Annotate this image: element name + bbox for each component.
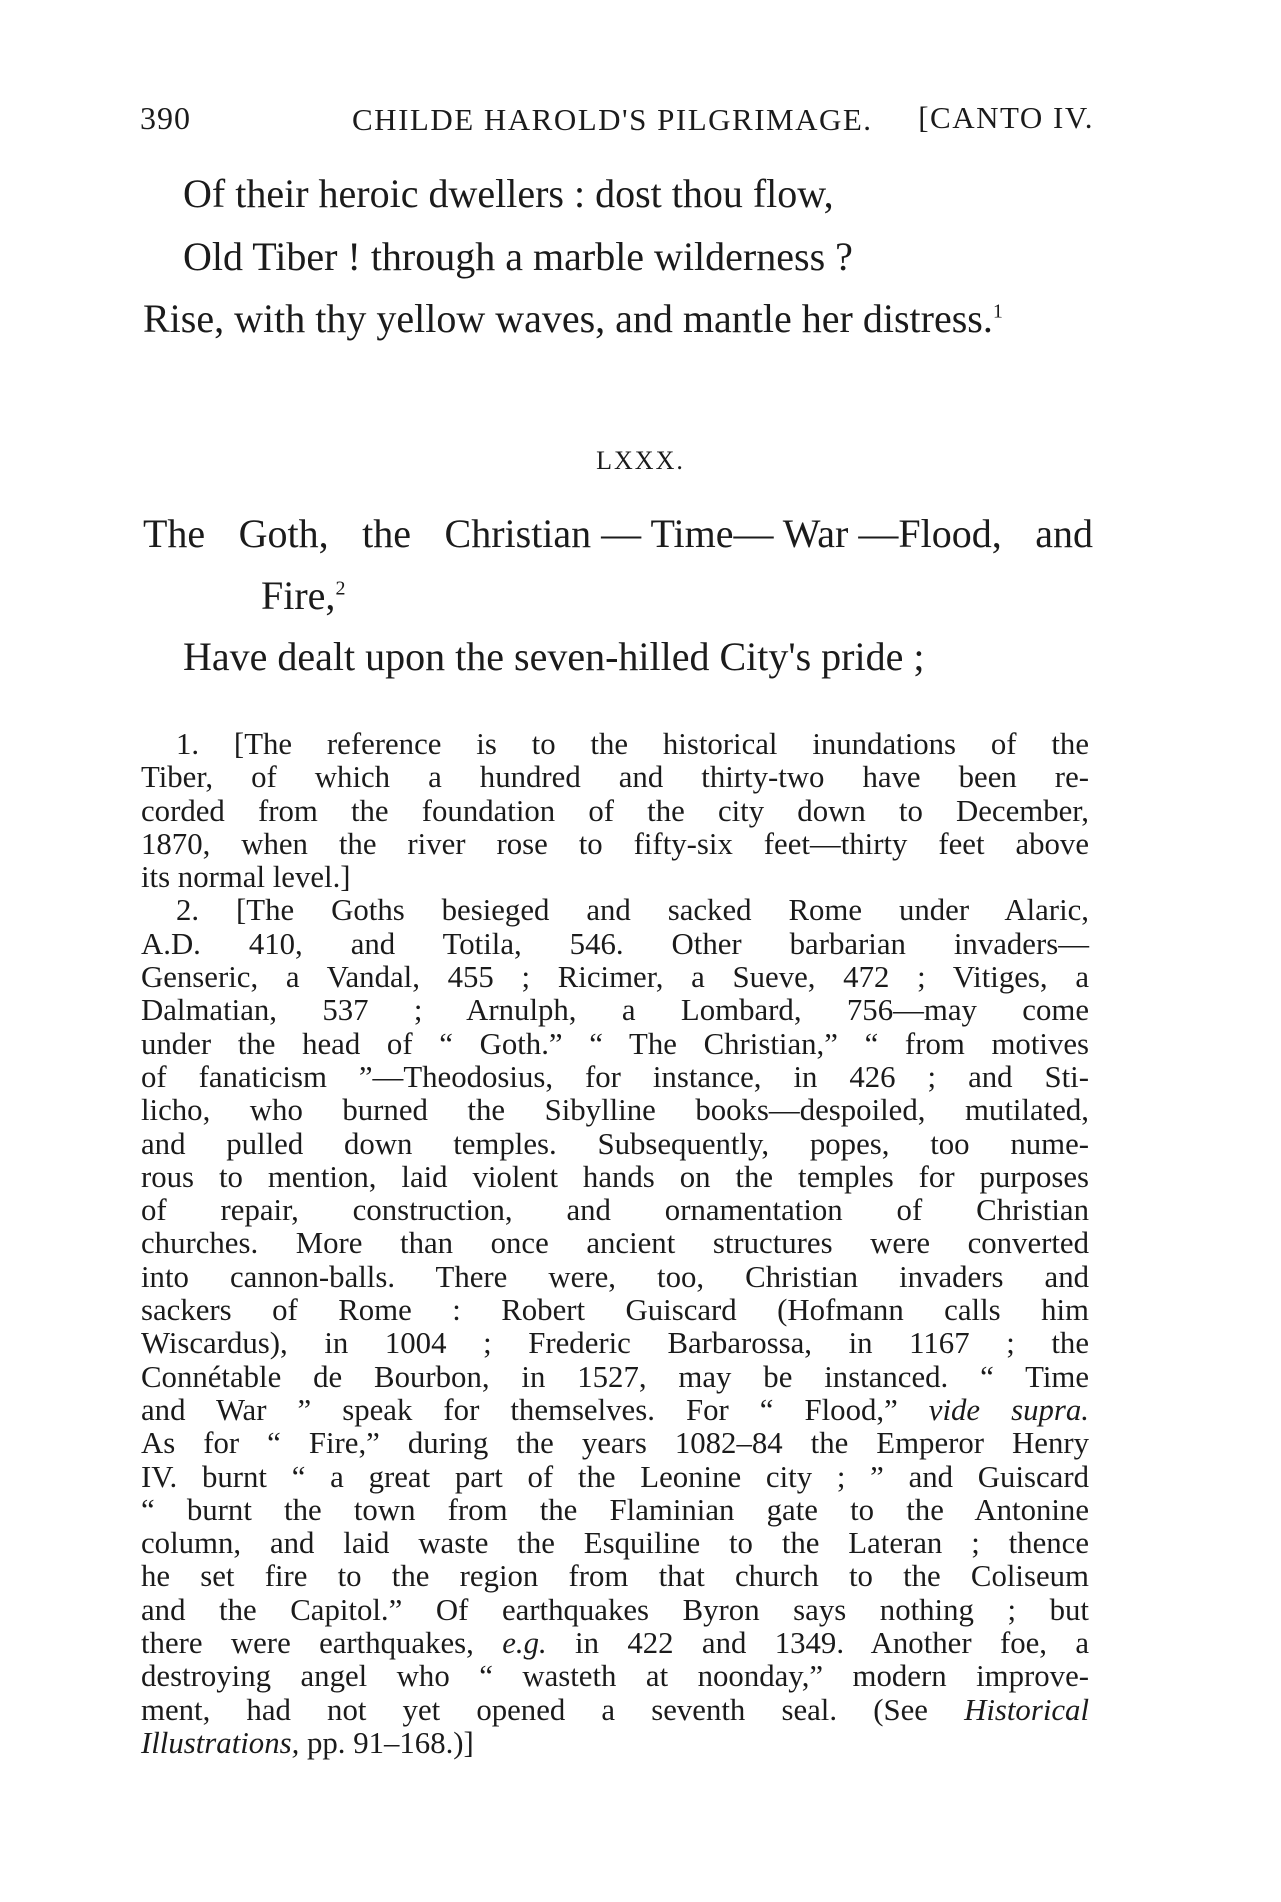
note2-illustrations: Illustrations, <box>141 1725 300 1760</box>
running-head <box>140 96 1100 136</box>
note2-line: and pulled down temples. Subsequently, popes, too nume- <box>141 1126 1089 1161</box>
word-2: Goth, <box>238 511 329 556</box>
note2-line: A.D. 410, and Totila, 546. Other barbarian invaders— <box>141 926 1089 961</box>
note2-line <box>141 1727 1089 1760</box>
stanza-line-1-cont-text: Fire, <box>261 573 336 618</box>
note2-line: Connétable de Bourbon, in 1527, may be instanced. “ Time <box>141 1359 1089 1394</box>
note2-line: under the head of “ Goth.” “ The Christian,” “ from motives <box>141 1026 1089 1061</box>
note2-eg-b: in 422 and 1349. Another foe, a <box>575 1626 1089 1661</box>
note1-line: 1870, when the river rose to fifty-six feet—thirty feet above <box>141 826 1089 861</box>
page-number: 390 <box>140 100 191 136</box>
footnotes <box>141 728 1089 1760</box>
note2-line: “ burnt the town from the Flaminian gate to the Antonine <box>141 1492 1089 1527</box>
verse-line-3-text: Rise, with thy yellow waves, and mantle her distress. <box>143 296 993 341</box>
note1-line: 1. [The reference is to the historical inundations of the <box>176 727 1089 761</box>
note2-line: As for “ Fire,” during the years 1082–84 the Emperor Henry <box>141 1426 1089 1461</box>
note2-line: 2. [The Goths besieged and sacked Rome under Alaric, <box>176 893 1089 928</box>
canto-label: [CANTO IV. <box>918 100 1094 135</box>
verse-line-2: Old Tiber ! through a marble wilderness ? <box>183 234 853 279</box>
note2-pages: pp. 91–168.)] <box>307 1725 474 1760</box>
note2-eg-a: there were earthquakes, <box>141 1626 474 1661</box>
note2-see-a: ment, had not yet opened a seventh seal. (See <box>141 1692 928 1727</box>
note2-line: Genseric, a Vandal, 455 ; Ricimer, a Sueve, 472 ; Vitiges, a <box>141 960 1089 995</box>
note2-line: rous to mention, laid violent hands on the temples for purposes <box>141 1159 1089 1194</box>
note2-line: licho, who burned the Sibylline books—despoiled, mutilated, <box>141 1093 1089 1128</box>
note2-historical: Historical <box>964 1692 1089 1727</box>
stanza-line-2: Have dealt upon the seven-hilled City's pride ; <box>183 634 925 679</box>
verse-line-3 <box>143 295 1003 342</box>
note2-line <box>141 1694 1089 1727</box>
stanza-line-1-cont <box>261 572 345 619</box>
note2-line: IV. burnt “ a great part of the Leonine city ; ” and Guiscard <box>141 1459 1089 1494</box>
note2-line: destroying angel who “ wasteth at noonday,” modern improve- <box>141 1659 1089 1694</box>
note2-eg: e.g. <box>502 1626 547 1661</box>
note2-vide-supra: vide supra. <box>928 1392 1090 1427</box>
note2-line: of fanaticism ”—Theodosius, for instance, in 426 ; and Sti- <box>141 1059 1089 1094</box>
note2-line: he set fire to the region from that church to the Coliseum <box>141 1559 1089 1594</box>
word-1: The <box>143 511 206 556</box>
verse-line-1: Of their heroic dwellers : dost thou flow, <box>183 171 834 216</box>
note2-line <box>141 1394 1089 1427</box>
note2-line <box>141 1627 1089 1660</box>
stanza-number: LXXX. <box>596 446 685 475</box>
note2-line: and the Capitol.” Of earthquakes Byron says nothing ; but <box>141 1592 1089 1627</box>
word-5: and <box>1035 511 1093 556</box>
footnote-mark-2: 2 <box>335 577 346 600</box>
word-4: Christian — Time— War —Flood, <box>444 511 1002 556</box>
note2-line: churches. More than once ancient structures were converted <box>141 1226 1089 1261</box>
note2-line: column, and laid waste the Esquiline to the Lateran ; thence <box>141 1526 1089 1561</box>
running-title: CHILDE HAROLD'S PILGRIMAGE. <box>352 102 873 137</box>
footnote-mark-1: 1 <box>992 300 1003 323</box>
note1-line: corded from the foundation of the city down to December, <box>141 793 1089 828</box>
word-3: the <box>362 511 412 556</box>
note1-line: its normal level.] <box>141 860 351 895</box>
note2-line: sackers of Rome : Robert Guiscard (Hofmann calls him <box>141 1293 1089 1328</box>
note1-line: Tiber, of which a hundred and thirty-two have been re- <box>141 760 1089 795</box>
note2-line: into cannon-balls. There were, too, Christian invaders and <box>141 1259 1089 1294</box>
note2-line: Dalmatian, 537 ; Arnulph, a Lombard, 756—may come <box>141 993 1089 1028</box>
note2-line: of repair, construction, and ornamentation of Christian <box>141 1193 1089 1228</box>
note2-line: Wiscardus), in 1004 ; Frederic Barbarossa, in 1167 ; the <box>141 1326 1089 1361</box>
note2-flood-text: and War ” speak for themselves. For “ Flood,” <box>141 1392 898 1427</box>
stanza-line-1 <box>143 510 1093 557</box>
